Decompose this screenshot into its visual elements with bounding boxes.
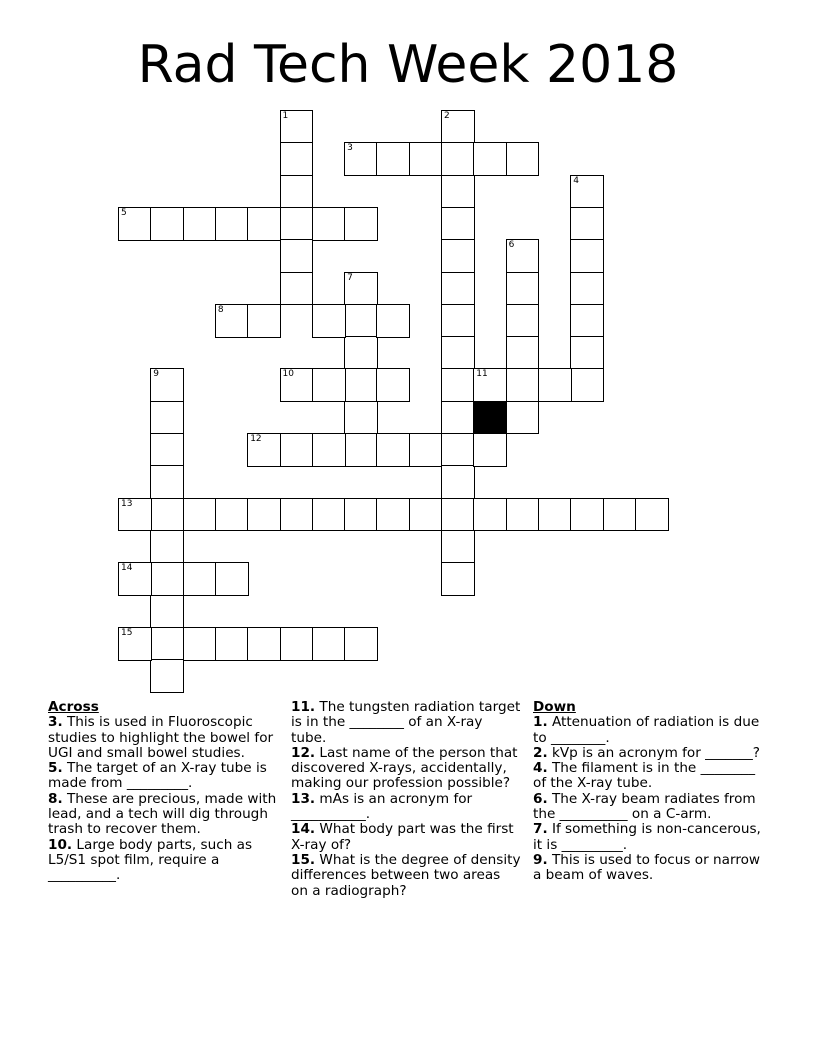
grid-cell[interactable]	[118, 207, 152, 241]
clue	[533, 715, 763, 746]
grid-cell[interactable]	[312, 433, 346, 467]
grid-cell[interactable]	[344, 368, 378, 402]
clue-number-label: 12.	[291, 744, 316, 761]
grid-cell[interactable]	[570, 175, 604, 209]
grid-cell[interactable]	[506, 304, 540, 338]
grid-cell[interactable]	[118, 627, 152, 661]
grid-cell[interactable]	[312, 207, 346, 241]
grid-cell[interactable]	[150, 659, 184, 693]
clue-text: If something is non-cancerous, it is _________.	[533, 821, 761, 853]
clue-number: 10	[282, 369, 294, 380]
grid-cell[interactable]	[150, 433, 184, 467]
grid-cell[interactable]	[280, 433, 314, 467]
clue-number: 2	[444, 111, 450, 121]
grid-cell[interactable]	[441, 336, 475, 370]
clue-text: Last name of the person that discovered X-rays, accidentally, making our profession possible?	[291, 744, 518, 792]
clue-text: Attenuation of radiation is due to ________.	[533, 714, 760, 746]
grid-cell[interactable]	[280, 627, 314, 661]
clue-number: 4	[573, 175, 579, 186]
clue-number: 8	[217, 304, 224, 315]
grid-cell[interactable]	[247, 207, 281, 241]
clue	[291, 746, 521, 792]
grid-cell[interactable]	[150, 465, 184, 499]
grid-cell[interactable]	[376, 498, 410, 532]
grid-cell[interactable]	[603, 498, 637, 532]
grid-cell[interactable]	[344, 142, 378, 176]
grid-cell[interactable]	[344, 498, 378, 532]
grid-cell[interactable]	[312, 368, 346, 402]
grid-cell[interactable]	[344, 433, 378, 467]
down-clue-list	[533, 715, 763, 883]
grid-cell[interactable]	[441, 433, 475, 467]
down-clues-column	[533, 700, 763, 884]
grid-cell[interactable]	[441, 110, 475, 144]
clue-number-label: 6.	[533, 790, 548, 807]
grid-cell[interactable]	[441, 239, 475, 273]
grid-cell[interactable]	[247, 304, 281, 338]
grid-cell[interactable]	[280, 272, 314, 306]
grid-cell[interactable]	[215, 627, 249, 661]
across-clue-list	[48, 715, 278, 883]
grid-cell[interactable]	[183, 627, 217, 661]
clue	[48, 792, 278, 838]
grid-cell[interactable]	[473, 433, 507, 467]
grid-cell[interactable]	[344, 336, 378, 370]
across-clues-column	[48, 700, 278, 884]
clue-text: kVp is an acronym for _______?	[547, 744, 760, 761]
clue	[48, 715, 278, 761]
puzzle-title: Rad Tech Week 2018	[137, 35, 679, 95]
grid-cell[interactable]	[280, 239, 314, 273]
clue	[291, 792, 521, 823]
grid-cell[interactable]	[247, 433, 281, 467]
clue	[291, 700, 521, 746]
grid-cell[interactable]	[506, 368, 540, 402]
grid-cell[interactable]	[150, 627, 184, 661]
grid-cell[interactable]	[118, 498, 152, 532]
clue-text: These are precious, made with lead, and a tech will dig through trash to recover them.	[48, 790, 277, 838]
across-clue-list-continued	[291, 700, 521, 899]
clue-number-label: 3.	[48, 714, 63, 731]
grid-cell[interactable]	[538, 368, 572, 402]
grid-cell[interactable]	[312, 304, 346, 338]
clue-text: mAs is an acronym for ___________.	[291, 790, 473, 823]
clue-text: The tungsten radiation target is in the ________ of an X-ray tube.	[291, 699, 521, 746]
grid-cell[interactable]	[247, 498, 281, 532]
clue-text: Large body parts, such as L5/S1 spot film, require a __________.	[48, 836, 253, 884]
grid-cell[interactable]	[570, 368, 604, 402]
clue-number: 11	[476, 369, 488, 380]
grid-cell[interactable]	[441, 175, 475, 209]
clue-number: 7	[347, 272, 353, 283]
grid-cell[interactable]	[150, 595, 184, 629]
grid-cell[interactable]	[409, 498, 443, 532]
grid-cell[interactable]	[312, 498, 346, 532]
grid-cell[interactable]	[280, 207, 314, 241]
clue-number: 9	[153, 369, 160, 380]
grid-cell[interactable]	[538, 498, 572, 532]
clue-number-label: 11.	[291, 699, 316, 715]
grid-cell[interactable]	[473, 142, 507, 176]
clue-text: The filament is in the ________ of the X-ray tube.	[533, 760, 755, 792]
grid-cell[interactable]	[506, 239, 540, 273]
clue	[48, 761, 278, 792]
grid-cell[interactable]	[376, 142, 410, 176]
clue-number-label: 15.	[291, 851, 316, 868]
grid-cell[interactable]	[344, 401, 378, 435]
grid-cell[interactable]	[215, 562, 249, 596]
grid-cell[interactable]	[570, 207, 604, 241]
grid-cell[interactable]	[506, 142, 540, 176]
grid-cell[interactable]	[441, 304, 475, 338]
clue-number: 1	[282, 111, 289, 121]
across-heading: Across	[48, 699, 99, 715]
grid-cell[interactable]	[409, 433, 443, 467]
grid-cell[interactable]	[280, 142, 314, 176]
grid-cell[interactable]	[150, 368, 184, 402]
grid-cell[interactable]	[441, 530, 475, 564]
grid-cell[interactable]	[183, 562, 217, 596]
grid-cell[interactable]	[441, 142, 475, 176]
clue-number-label: 8.	[48, 790, 63, 807]
grid-cell[interactable]	[215, 304, 249, 338]
grid-cell[interactable]	[344, 272, 378, 306]
clue-text: This is used in Fluoroscopic studies to highlight the bowel for UGI and small bowel studies.	[48, 714, 274, 761]
clue-text: What body part was the first X-ray of?	[291, 821, 514, 853]
down-heading: Down	[533, 699, 576, 715]
grid-cell[interactable]	[215, 207, 249, 241]
grid-cell[interactable]	[441, 401, 475, 435]
grid-cell[interactable]	[183, 207, 217, 241]
grid-cell[interactable]	[441, 498, 475, 532]
clue	[533, 792, 763, 823]
grid-cell[interactable]	[506, 336, 540, 370]
clue-number-label: 13.	[291, 790, 316, 807]
grid-cell[interactable]	[473, 498, 507, 532]
grid-cell[interactable]	[150, 498, 184, 532]
grid-cell[interactable]	[118, 562, 152, 596]
clue	[291, 822, 521, 853]
grid-cell[interactable]	[150, 207, 184, 241]
grid-cell[interactable]	[150, 562, 184, 596]
grid-cell[interactable]	[215, 498, 249, 532]
clue-number-label: 4.	[533, 760, 548, 777]
clue-number-label: 5.	[48, 760, 63, 777]
clue-number-label: 14.	[291, 821, 316, 838]
grid-cell[interactable]	[441, 272, 475, 306]
grid-cell[interactable]	[376, 433, 410, 467]
clue-number: 13	[121, 498, 133, 509]
across-clues-continued-column	[291, 700, 521, 899]
clue-text: The X-ray beam radiates from the __________ on a C-arm.	[533, 790, 756, 823]
grid-cell[interactable]	[441, 562, 475, 596]
grid-cell[interactable]	[280, 175, 314, 209]
clue-number: 5	[121, 207, 127, 218]
grid-cell[interactable]	[376, 368, 410, 402]
grid-cell[interactable]	[570, 239, 604, 273]
clue-number: 15	[121, 627, 133, 638]
clue-text: What is the degree of density differences between two areas on a radiograph?	[291, 851, 521, 899]
grid-cell[interactable]	[344, 207, 378, 241]
clue	[533, 746, 763, 761]
clue	[533, 822, 763, 853]
clue-text: The target of an X-ray tube is made from _________.	[48, 760, 267, 792]
grid-cell[interactable]	[441, 465, 475, 499]
clue-number: 6	[508, 240, 515, 251]
grid-cell[interactable]	[280, 110, 314, 144]
clue-number-label: 7.	[533, 821, 548, 838]
clue	[533, 761, 763, 792]
grid-cell[interactable]	[280, 368, 314, 402]
clue-text: This is used to focus or narrow a beam of waves.	[533, 851, 761, 884]
grid-cell[interactable]	[441, 207, 475, 241]
clue	[48, 838, 278, 884]
grid-cell[interactable]	[247, 627, 281, 661]
clue-number: 3	[347, 143, 353, 154]
grid-cell[interactable]	[376, 304, 410, 338]
grid-cell[interactable]	[150, 401, 184, 435]
grid-cell[interactable]	[409, 142, 443, 176]
clue-number-label: 2.	[533, 744, 548, 761]
grid-cell[interactable]	[570, 304, 604, 338]
grid-cell[interactable]	[312, 627, 346, 661]
grid-cell[interactable]	[506, 498, 540, 532]
black-square	[473, 401, 507, 435]
grid-cell[interactable]	[344, 627, 378, 661]
grid-cell[interactable]	[150, 530, 184, 564]
grid-cell[interactable]	[570, 336, 604, 370]
grid-cell[interactable]	[183, 498, 217, 532]
grid-cell[interactable]	[441, 368, 475, 402]
grid-cell[interactable]	[570, 498, 604, 532]
grid-cell[interactable]	[635, 498, 669, 532]
grid-cell[interactable]	[570, 272, 604, 306]
grid-cell[interactable]	[506, 401, 540, 435]
clue-number-label: 1.	[533, 714, 548, 731]
grid-cell[interactable]	[506, 272, 540, 306]
clue	[291, 853, 521, 899]
clue-number-label: 9.	[533, 851, 548, 868]
grid-cell[interactable]	[280, 498, 314, 532]
clue	[533, 853, 763, 884]
clue-number-label: 10.	[48, 836, 73, 853]
grid-cell[interactable]	[473, 368, 507, 402]
clue-number: 12	[250, 434, 262, 444]
clue-number: 14	[121, 563, 133, 574]
grid-cell[interactable]	[344, 304, 378, 338]
